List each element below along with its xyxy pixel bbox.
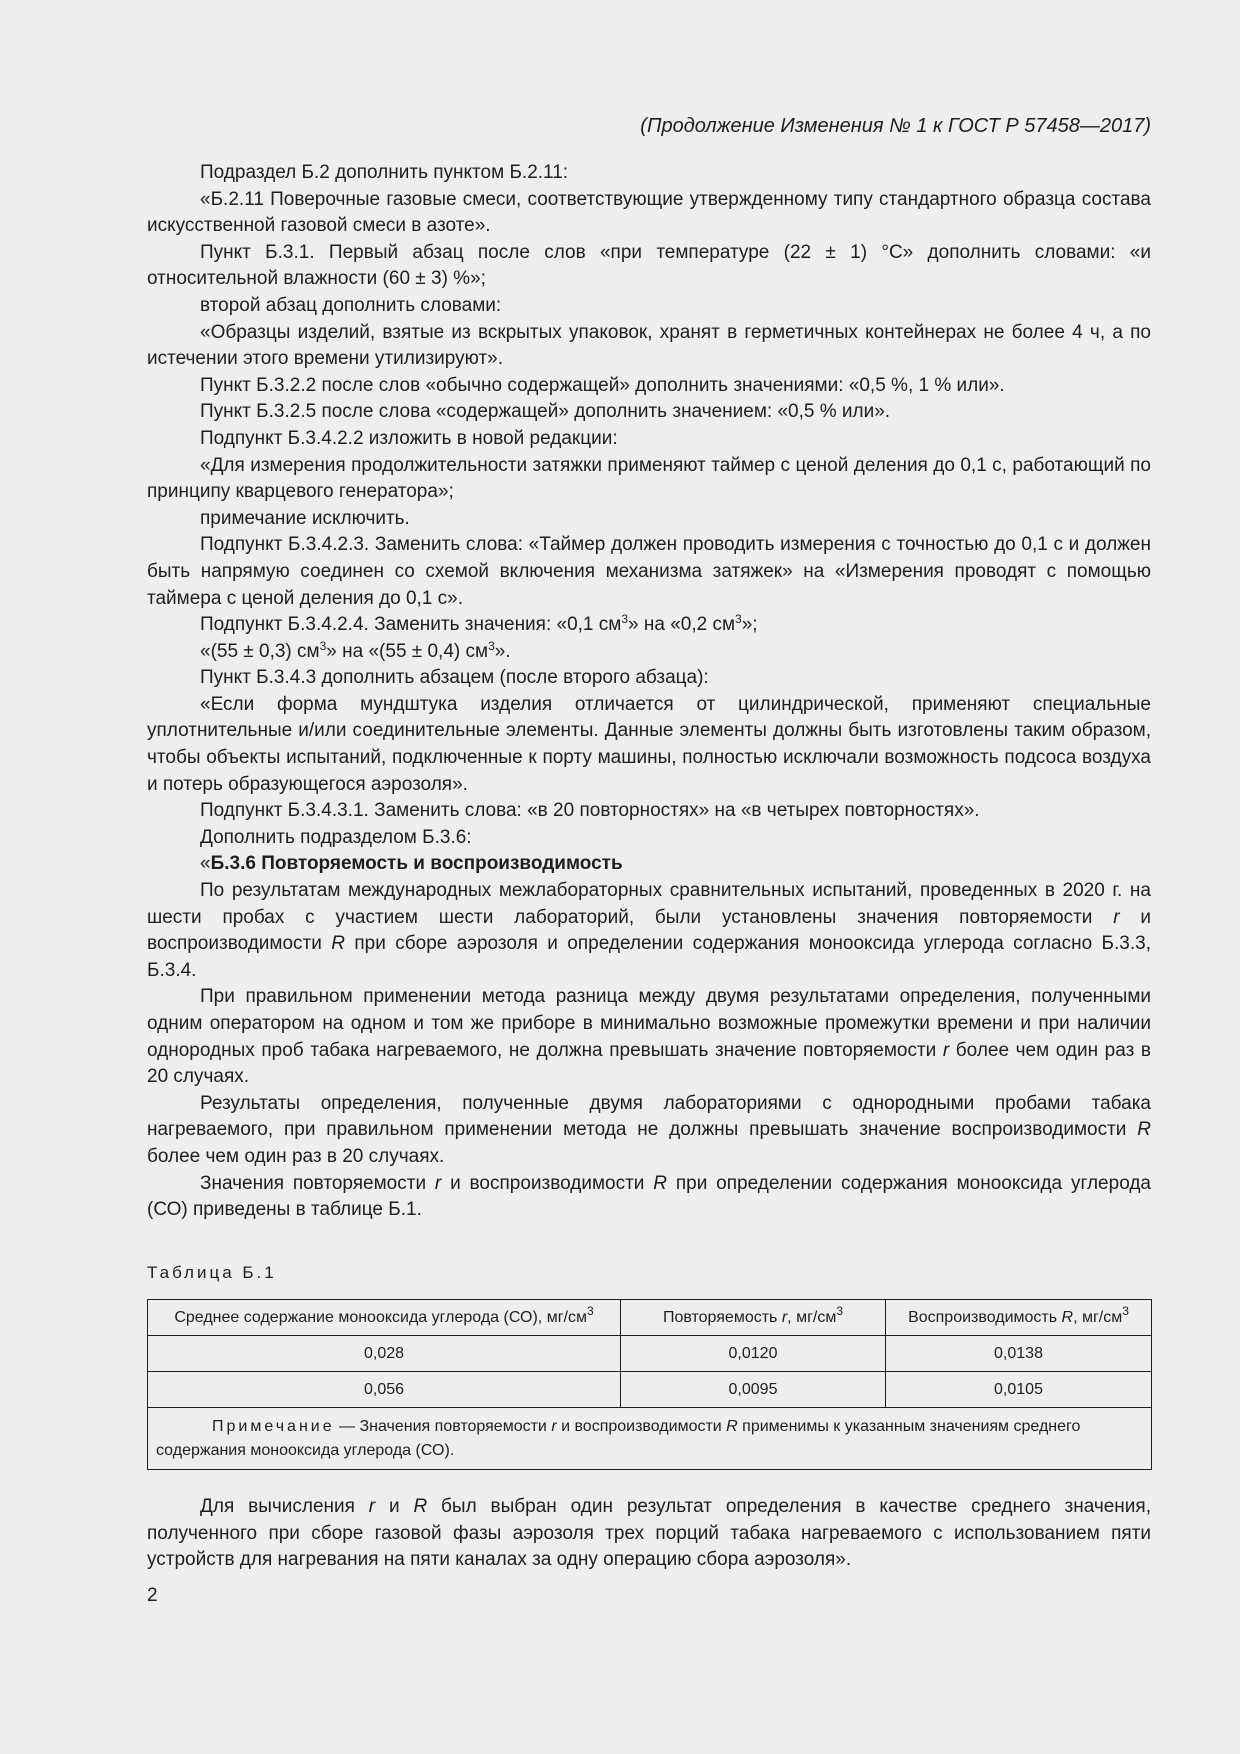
paragraph: Результаты определения, полученные двумя лабораториями с однородными пробами табака нагреваемого, при правильном применении метода не должны превышать значение воспроизводимости R более чем один раз в 20 случаях. [147, 1092, 1151, 1167]
closing-paragraph [147, 1494, 1151, 1574]
section-heading: «Б.3.6 Повторяемость и воспроизводимость [200, 853, 623, 875]
paragraph: «Для измерения продолжительности затяжки применяют таймер с ценой деления до 0,1 с, работающий по принципу кварцевого генератора»; [147, 454, 1151, 503]
paragraph: «Если форма мундштука изделия отличается от цилиндрической, применяют специальные уплотнительные и/или соединительные элементы. Данные элементы должны быть изготовлены таким образом, чтобы объекты испытаний, подключенные к порту машины, полностью исключали возможность подсоса воздуха и потерь образующегося аэрозоля». [147, 693, 1151, 795]
paragraph: Для вычисления r и R был выбран один результат определения в качестве среднего значения, полученного при сборе газовой фазы аэрозоля трех порций табака нагреваемого с использованием пяти устройств для нагревания на пяти каналах за одну операцию сбора аэрозоля». [147, 1496, 1151, 1571]
table-note-row [148, 1408, 1152, 1470]
paragraph: Подраздел Б.2 дополнить пунктом Б.2.11: [200, 162, 569, 183]
table-caption: Таблица Б.1 [147, 1263, 277, 1282]
data-table [147, 1299, 1152, 1470]
paragraph: Пункт Б.3.4.3 дополнить абзацем (после второго абзаца): [200, 667, 709, 689]
paragraph: Подпункт Б.3.4.2.2 изложить в новой редакции: [200, 427, 618, 449]
paragraph: «Образцы изделий, взятые из вскрытых упаковок, хранят в герметичных контейнерах не более 4 ч, а по истечении этого времени утилизируют». [147, 321, 1151, 370]
table-row [148, 1336, 1152, 1372]
paragraph: По результатам международных межлабораторных сравнительных испытаний, проведенных в 2020 г. на шести пробах с участием шести лабораторий, были установлены значения повторяемости r и воспроизводимости R при сборе аэрозоля и определении содержания монооксида углерода согласно Б.3.3, Б.3.4. [147, 880, 1151, 981]
document-body [147, 160, 1151, 1224]
page-number: 2 [147, 1585, 158, 1606]
table-header-cell: Повторяемость r, $мг/см^3$ [621, 1300, 886, 1336]
table-cell: 0,028 [148, 1336, 621, 1372]
paragraph: примечание исключить. [200, 507, 410, 529]
page-header: (Продолжение Изменения № 1 к ГОСТ Р 57458—2017) [640, 115, 1151, 137]
paragraph: Дополнить подразделом Б.3.6: [200, 826, 472, 848]
paragraph: второй абзац дополнить словами: [200, 294, 502, 316]
paragraph: Подпункт Б.3.4.2.3. Заменить слова: «Таймер должен проводить измерения с точностью до 0,1 с и должен быть напрямую соединен со схемой включения механизма затяжек» на «Измерения проводят с помощью таймера с ценой деления до 0,1 с». [147, 534, 1151, 609]
table-row [148, 1372, 1152, 1408]
table-cell: 0,0138 [886, 1336, 1152, 1372]
paragraph: Пункт Б.3.2.2 после слов «обычно содержащей» дополнить значениями: «0,5 %, 1 % или». [200, 374, 1005, 396]
table-cell: 0,0105 [886, 1372, 1152, 1408]
paragraph: «(55 ± 0,3) $см^3$» на «(55 ± 0,4) $см^3$». [200, 638, 511, 662]
table-note: Примечание — Значения повторяемости r и воспроизводимости R применимы к указанным значениям среднего содержания монооксида углерода (СО). [148, 1408, 1152, 1470]
paragraph: «Б.2.11 Поверочные газовые смеси, соответствующие утвержденному типу стандартного образца состава искусственной газовой смеси в азоте». [147, 188, 1151, 237]
paragraph: Пункт Б.3.2.5 после слова «содержащей» дополнить значением: «0,5 % или». [200, 401, 891, 423]
document-page [147, 0, 1151, 1754]
table-header-cell: Среднее содержание монооксида углерода (СО), $мг/см^3$ [148, 1300, 621, 1336]
table-cell: 0,0120 [621, 1336, 886, 1372]
table-header-row [148, 1300, 1152, 1336]
paragraph: Значения повторяемости r и воспроизводимости R при определении содержания монооксида углерода (СО) приведены в таблице Б.1. [147, 1172, 1151, 1221]
paragraph: Пункт Б.3.1. Первый абзац после слов «при температуре (22 ± 1) °С» дополнить словами: «и относительной влажности (60 ± 3) %»; [147, 241, 1151, 290]
paragraph: Подпункт Б.3.4.3.1. Заменить слова: «в 20 повторностях» на «в четырех повторностях». [200, 800, 980, 822]
table-header-cell: Воспроизводимость R, $мг/см^3$ [886, 1300, 1152, 1336]
table-cell: 0,0095 [621, 1372, 886, 1408]
paragraph: Подпункт Б.3.4.2.4. Заменить значения: «0,1 $см^3$» на «0,2 $см^3$»; [200, 612, 758, 636]
table-cell: 0,056 [148, 1372, 621, 1408]
paragraph: При правильном применении метода разница между двумя результатами определения, полученными одним оператором на одном и том же приборе в минимально возможные промежутки времени и при наличии однородных проб табака нагреваемого, не должна превышать значение повторяемости r более чем один раз в 20 случаях. [147, 986, 1151, 1088]
